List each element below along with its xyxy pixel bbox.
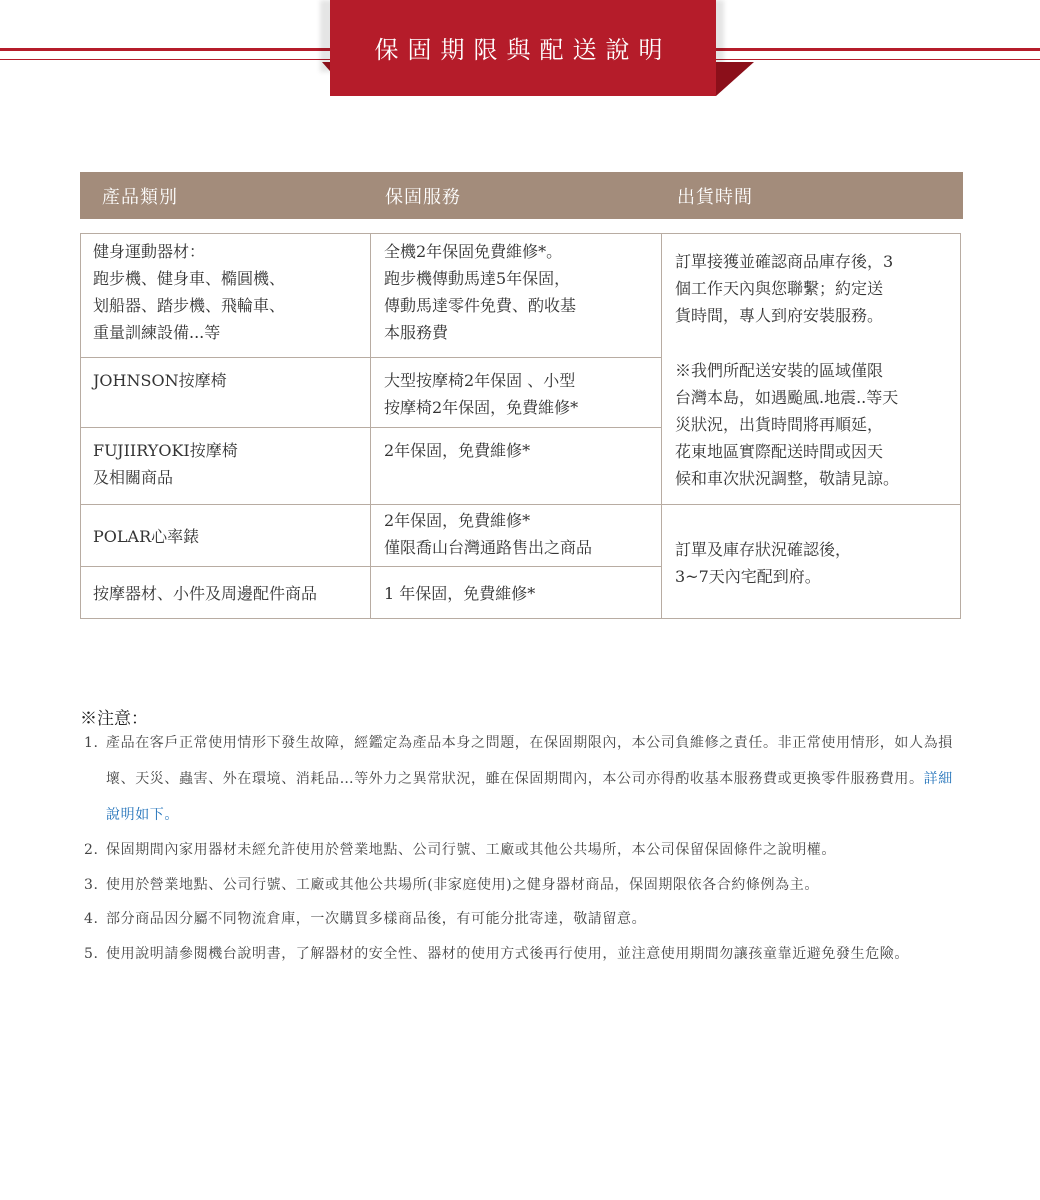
col-divider bbox=[370, 234, 371, 618]
row-divider bbox=[81, 357, 661, 358]
row-divider bbox=[81, 427, 661, 428]
note-item bbox=[84, 832, 964, 868]
note-text: 使用於營業地點、公司行號、工廠或其他公共場所(非家庭使用)之健身器材商品，保固期限依各合約條例為主。 bbox=[106, 877, 819, 893]
banner bbox=[330, 0, 716, 96]
note-number: 5. bbox=[84, 946, 99, 962]
note-item bbox=[84, 867, 964, 903]
table-cell-category: 健身運動器材： 跑步機、健身車、橢圓機、 划船器、踏步機、飛輪車、 重量訓練設備...等 bbox=[93, 242, 286, 342]
table-header bbox=[80, 172, 963, 219]
note-item bbox=[84, 725, 964, 833]
table-cell-category: JOHNSON按摩椅 bbox=[93, 371, 227, 390]
table-cell-warranty: 2年保固，免費維修* 僅限喬山台灣通路售出之商品 bbox=[384, 511, 593, 557]
notes-title: ※注意： bbox=[80, 709, 148, 729]
table-cell-warranty: 全機2年保固免費維修*。 跑步機傳動馬達5年保固， 傳動馬達零件免費、酌收基 本服務費 bbox=[384, 242, 577, 342]
table-cell-warranty: 大型按摩椅2年保固 、小型 按摩椅2年保固，免費維修* bbox=[384, 371, 579, 417]
note-text: 產品在客戶正常使用情形下發生故障，經鑑定為產品本身之問題，在保固期限內，本公司負維修之責任。非正常使用情形，如人為損壞、天災、蟲害、外在環境、消耗品…等外力之異常狀況，雖在保固期間內，本公司亦得酌收基本服務費或更換零件服務費用。 bbox=[106, 735, 953, 787]
shipping-info-delivery: 訂單及庫存狀況確認後， 3~7天內宅配到府。 bbox=[675, 540, 852, 586]
details-link[interactable]: 詳細說明如下。 bbox=[106, 771, 953, 823]
header-category: 產品類別 bbox=[102, 186, 178, 208]
shipping-info-installed: 訂單接獲並確認商品庫存後，3 個工作天內與您聯繫；約定送 貨時間，專人到府安裝服務。 bbox=[675, 252, 894, 325]
table-cell-category: POLAR心率錶 bbox=[93, 527, 200, 546]
note-text: 保固期間內家用器材未經允許使用於營業地點、公司行號、工廠或其他公共場所，本公司保留保固條件之說明權。 bbox=[106, 842, 836, 858]
warranty-table bbox=[80, 233, 961, 619]
note-text: 部分商品因分屬不同物流倉庫，一次購買多樣商品後，有可能分批寄達，敬請留意。 bbox=[106, 911, 647, 927]
row-divider bbox=[81, 504, 960, 505]
table-cell-warranty: 1 年保固，免費維修* bbox=[384, 584, 536, 603]
note-number: 2. bbox=[84, 842, 99, 858]
note-item bbox=[84, 901, 964, 937]
note-number: 4. bbox=[84, 911, 99, 927]
note-number: 1. bbox=[84, 735, 99, 751]
header-shipping: 出貨時間 bbox=[677, 186, 753, 208]
table-cell-category: 按摩器材、小件及周邊配件商品 bbox=[93, 584, 318, 603]
row-divider bbox=[81, 566, 661, 567]
table-cell-warranty: 2年保固，免費維修* bbox=[384, 441, 531, 460]
shipping-notice-region: ※我們所配送安裝的區域僅限 台灣本島，如遇颱風.地震..等天 災狀況，出貨時間將再順延， 花東地區實際配送時間或因天 候和車次狀況調整，敬請見諒。 bbox=[675, 361, 900, 488]
col-divider bbox=[661, 234, 662, 618]
note-number: 3. bbox=[84, 877, 99, 893]
banner-wing-right bbox=[716, 62, 754, 96]
note-text: 使用說明請參閱機台說明書，了解器材的安全性、器材的使用方式後再行使用，並注意使用期間勿讓孩童靠近避免發生危險。 bbox=[106, 946, 909, 962]
table-cell-category: FUJIIRYOKI按摩椅 及相關商品 bbox=[93, 441, 238, 487]
page-title: 保固期限與配送說明 bbox=[374, 36, 672, 64]
header-warranty: 保固服務 bbox=[385, 186, 461, 208]
note-item bbox=[84, 936, 964, 972]
